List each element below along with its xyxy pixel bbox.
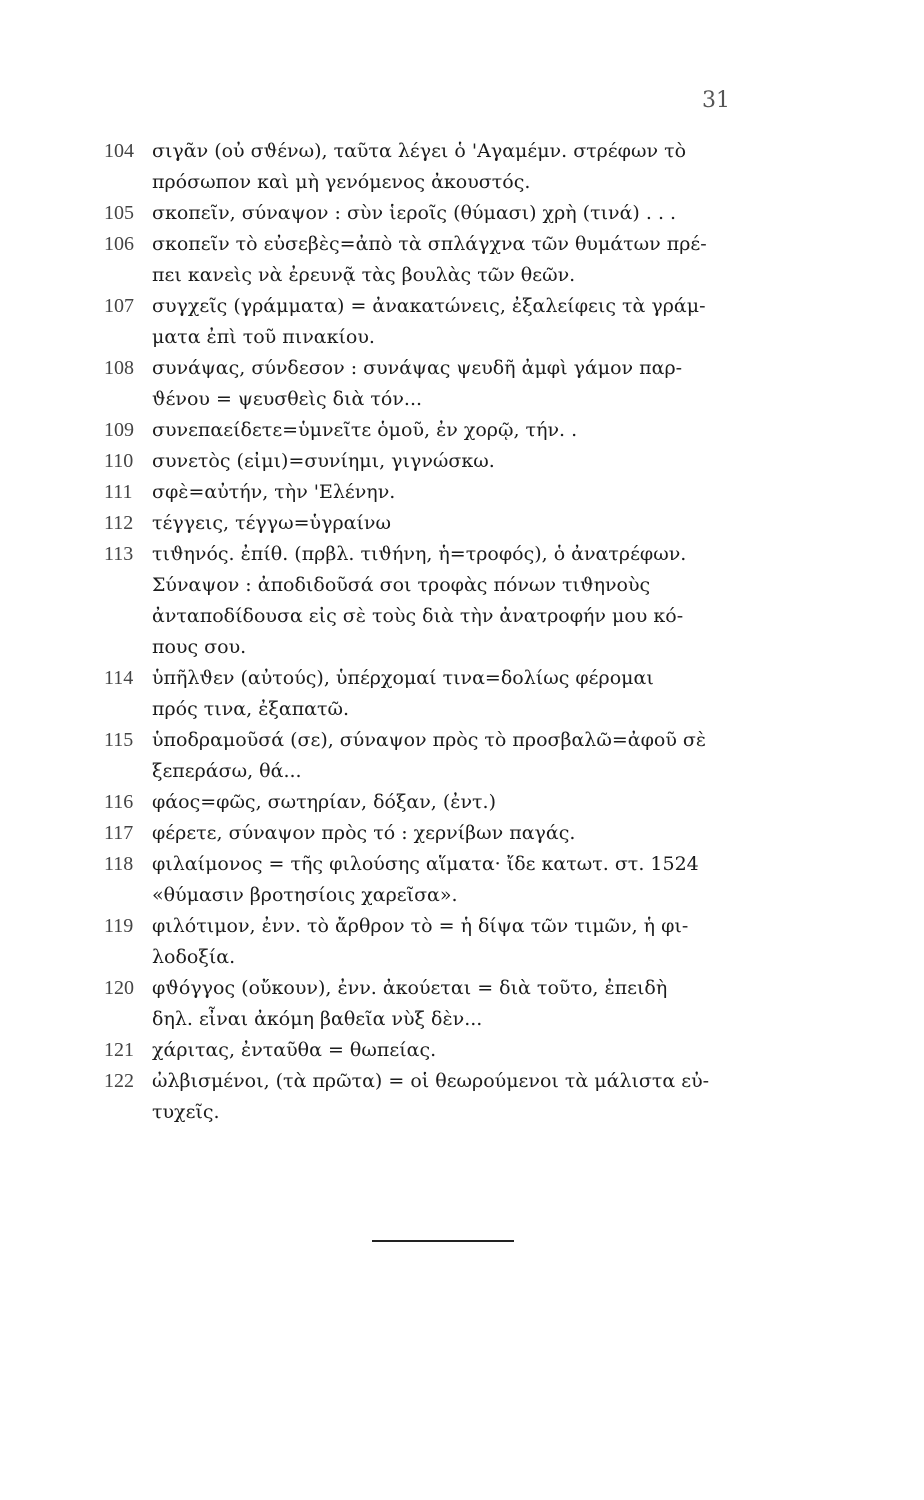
entry-number: 116: [104, 791, 134, 813]
entry-line: πρός τινα, ἐξαπατῶ.: [152, 698, 350, 720]
entry-number: 119: [104, 915, 134, 937]
entry-line: φιλότιμον, ἐνν. τὸ ἄρθρον τὸ = ἡ δίψα τῶν τιμῶν, ἡ φι-: [152, 915, 689, 937]
entry-line: λοδοξία.: [152, 946, 236, 968]
entry-number: 122: [104, 1070, 134, 1092]
glossary-entry: [104, 477, 804, 508]
glossary-entry: [104, 353, 804, 415]
entry-line: συνάψας, σύνδεσον : συνάψας ψευδῆ ἀμφὶ γάμον παρ-: [152, 357, 683, 379]
end-rule: [372, 1240, 514, 1242]
glossary-entry: [104, 415, 804, 446]
entry-line: ματα ἐπὶ τοῦ πινακίου.: [152, 326, 375, 348]
entry-line: σκοπεῖν, σύναψον : σὺν ἱεροῖς (θύμασι) χρὴ (τινά) . . .: [152, 202, 677, 224]
entry-line: φϑόγγος (οὔκουν), ἐνν. ἀκούεται = διὰ τοῦτο, ἐπειδὴ: [152, 977, 668, 999]
entry-line: «θύμασιν βροτησίοις χαρεῖσα».: [152, 884, 458, 906]
glossary-entry: [104, 539, 804, 663]
entry-text: [152, 725, 804, 787]
entry-number: 105: [104, 202, 134, 224]
entry-line: τυχεῖς.: [152, 1101, 220, 1123]
entry-number: 109: [104, 419, 134, 441]
glossary-entries: [104, 136, 804, 1128]
entry-text: [152, 818, 804, 849]
entry-number: 108: [104, 357, 134, 379]
entry-line: πρόσωπον καὶ μὴ γενόμενος ἀκουστός.: [152, 171, 531, 193]
entry-line: ἀνταποδίδουσα εἰς σὲ τοὺς διὰ τὴν ἀνατροφήν μου κό-: [152, 605, 684, 627]
entry-line: πους σου.: [152, 636, 247, 658]
entry-line: ὠλβισμένοι, (τὰ πρῶτα) = οἱ θεωρούμενοι τὰ μάλιστα εὐ-: [152, 1070, 710, 1092]
entry-text: [152, 911, 804, 973]
entry-number: 118: [104, 853, 134, 875]
entry-text: [152, 1035, 804, 1066]
glossary-entry: [104, 973, 804, 1035]
entry-text: [152, 291, 804, 353]
entry-line: ξεπεράσω, θά...: [152, 760, 302, 782]
entry-line: σκοπεῖν τὸ εὐσεβὲς=ἀπὸ τὰ σπλάγχνα τῶν θυμάτων πρέ-: [152, 233, 707, 255]
entry-text: [152, 787, 804, 818]
entry-line: συγχεῖς (γράμματα) = ἀνακατώνεις, ἐξαλείφεις τὰ γράμ-: [152, 295, 706, 317]
entry-number: 117: [104, 822, 134, 844]
glossary-entry: [104, 725, 804, 787]
entry-line: Σύναψον : ἀποδιδοῦσά σοι τροφὰς πόνων τιϑηνοὺς: [152, 574, 651, 596]
glossary-entry: [104, 291, 804, 353]
entry-line: ϑένου = ψευσθεὶς διὰ τόν...: [152, 388, 423, 410]
entry-number: 107: [104, 295, 134, 317]
glossary-entry: [104, 911, 804, 973]
glossary-entry: [104, 229, 804, 291]
entry-number: 110: [104, 450, 134, 472]
entry-line: χάριτας, ἐνταῦθα = θωπείας.: [152, 1039, 437, 1061]
entry-text: [152, 539, 804, 663]
entry-line: σιγᾶν (οὐ σϑένω), ταῦτα λέγει ὁ 'Αγαμέμν. στρέφων τὸ: [152, 140, 687, 162]
entry-number: 120: [104, 977, 134, 999]
glossary-entry: [104, 446, 804, 477]
glossary-entry: [104, 787, 804, 818]
glossary-entry: [104, 198, 804, 229]
entry-number: 111: [104, 481, 133, 503]
entry-line: συνετὸς (εἰμι)=συνίημι, γιγνώσκω.: [152, 450, 495, 472]
entry-text: [152, 198, 804, 229]
entry-text: [152, 973, 804, 1035]
entry-text: [152, 1066, 804, 1128]
entry-text: [152, 849, 804, 911]
entry-line: πει κανεὶς νὰ ἐρευνᾷ τὰς βουλὰς τῶν θεῶν.: [152, 264, 576, 286]
entry-number: 115: [104, 729, 134, 751]
entry-number: 106: [104, 233, 134, 255]
entry-number: 114: [104, 667, 134, 689]
entry-line: φιλαίμονος = τῆς φιλούσης αἵματα· ἴδε κατωτ. στ. 1524: [152, 853, 699, 875]
entry-line: δηλ. εἶναι ἀκόμη βαθεῖα νὺξ δὲν...: [152, 1008, 483, 1030]
entry-line: φάος=φῶς, σωτηρίαν, δόξαν, (ἐντ.): [152, 791, 497, 813]
page-number: 31: [702, 88, 730, 113]
entry-number: 104: [104, 140, 134, 162]
glossary-entry: [104, 1035, 804, 1066]
entry-text: [152, 136, 804, 198]
entry-text: [152, 415, 804, 446]
glossary-entry: [104, 136, 804, 198]
entry-text: [152, 508, 804, 539]
entry-text: [152, 353, 804, 415]
entry-text: [152, 229, 804, 291]
entry-line: φέρετε, σύναψον πρὸς τό : χερνίβων παγάς.: [152, 822, 576, 844]
entry-line: τέγγεις, τέγγω=ὑγραίνω: [152, 512, 391, 534]
entry-line: σφὲ=αὐτήν, τὴν 'Ελένην.: [152, 481, 396, 503]
glossary-entry: [104, 663, 804, 725]
entry-line: ὑποδραμοῦσά (σε), σύναψον πρὸς τὸ προσβαλῶ=ἀφοῦ σὲ: [152, 729, 707, 751]
entry-text: [152, 663, 804, 725]
entry-line: ὑπῆλϑεν (αὐτούς), ὑπέρχομαί τινα=δολίως φέρομαι: [152, 667, 654, 689]
glossary-entry: [104, 508, 804, 539]
entry-number: 113: [104, 543, 134, 565]
glossary-entry: [104, 1066, 804, 1128]
entry-text: [152, 446, 804, 477]
entry-text: [152, 477, 804, 508]
entry-line: τιϑηνός. ἐπίθ. (πρβλ. τιϑήνη, ἡ=τροφός), ὁ ἀνατρέφων.: [152, 543, 687, 565]
glossary-entry: [104, 818, 804, 849]
entry-number: 112: [104, 512, 134, 534]
entry-line: συνεπαείδετε=ὑμνεῖτε ὁμοῦ, ἐν χορῷ, τήν. .: [152, 419, 578, 441]
entry-number: 121: [104, 1039, 134, 1061]
glossary-entry: [104, 849, 804, 911]
